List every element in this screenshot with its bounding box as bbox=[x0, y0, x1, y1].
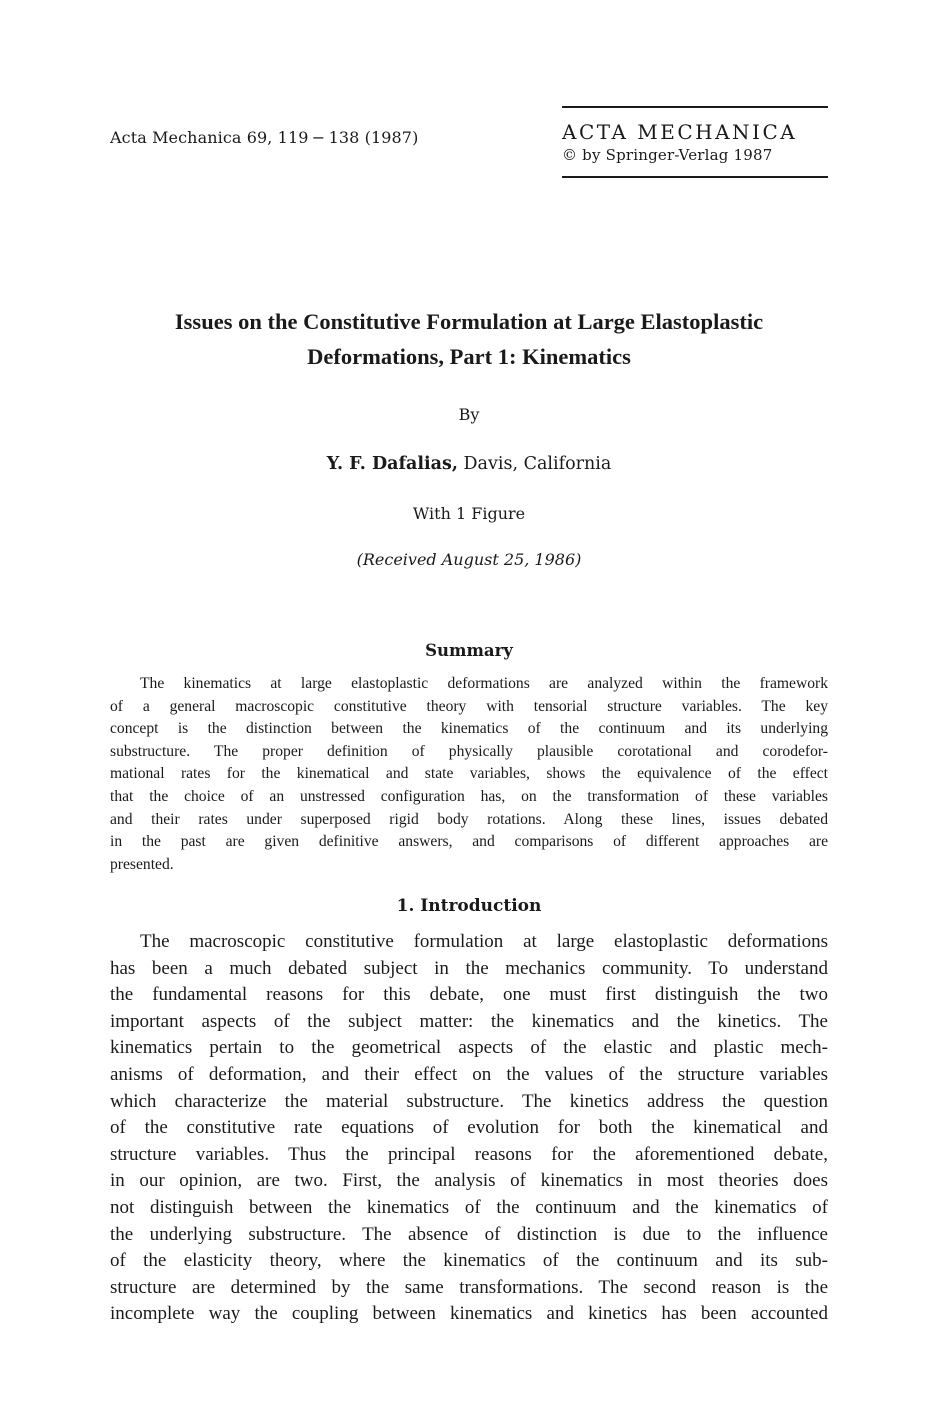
intro-line: the fundamental reasons for this debate, one must first distinguish the two bbox=[110, 984, 828, 1006]
introduction-text bbox=[110, 929, 828, 1328]
intro-line: of the constitutive rate equations of evolution for both the kinematical and bbox=[110, 1117, 828, 1139]
masthead-bottom-rule bbox=[562, 176, 828, 178]
journal-citation: Acta Mechanica 69, 119 − 138 (1987) bbox=[110, 128, 419, 147]
intro-line: the underlying substructure. The absence of distinction is due to the influence bbox=[110, 1223, 828, 1245]
article-title bbox=[110, 304, 828, 374]
summary-line: concept is the distinction between the kinematics of the continuum and its underlying bbox=[110, 720, 828, 738]
author-location: Davis, California bbox=[457, 454, 612, 474]
title-line: Issues on the Constitutive Formulation at Large Elastoplastic bbox=[174, 309, 764, 334]
summary-line: that the choice of an unstressed configuration has, on the transformation of these variables bbox=[110, 787, 828, 805]
intro-line: incomplete way the coupling between kinematics and kinetics has been accounted bbox=[110, 1303, 828, 1325]
intro-line: not distinguish between the kinematics of the continuum and the kinematics of bbox=[110, 1196, 828, 1218]
intro-line: which characterize the material substructure. The kinetics address the question bbox=[110, 1090, 828, 1112]
intro-line: in our opinion, are two. First, the analysis of kinematics in most theories does bbox=[110, 1170, 828, 1192]
received-date: (Received August 25, 1986) bbox=[356, 550, 582, 569]
journal-name: ACTA MECHANICA bbox=[562, 120, 798, 144]
intro-line: important aspects of the subject matter: the kinematics and the kinetics. The bbox=[110, 1010, 828, 1032]
summary-line: presented. bbox=[110, 855, 174, 873]
intro-line: of the elasticity theory, where the kinematics of the continuum and its sub- bbox=[110, 1250, 828, 1272]
summary-text bbox=[110, 673, 828, 876]
figure-count: With 1 Figure bbox=[412, 504, 526, 523]
intro-line: anisms of deformation, and their effect on the values of the structure variables bbox=[110, 1063, 828, 1085]
byline-by: By bbox=[458, 405, 480, 424]
title-line: Deformations, Part 1: Kinematics bbox=[307, 344, 631, 369]
summary-heading: Summary bbox=[425, 641, 513, 660]
intro-line: has been a much debated subject in the mechanics community. To understand bbox=[110, 957, 828, 979]
intro-line: structure are determined by the same transformations. The second reason is the bbox=[110, 1276, 828, 1298]
summary-line: in the past are given definitive answers, and comparisons of different approaches are bbox=[110, 833, 828, 851]
summary-line: mational rates for the kinematical and state variables, shows the equivalence of the effect bbox=[110, 765, 828, 783]
summary-line: of a general macroscopic constitutive theory with tensorial structure variables. The key bbox=[110, 697, 828, 715]
intro-line: structure variables. Thus the principal reasons for the aforementioned debate, bbox=[110, 1143, 828, 1165]
journal-masthead bbox=[562, 106, 828, 178]
introduction-heading: 1. Introduction bbox=[396, 896, 542, 916]
copyright-notice: © by Springer-Verlag 1987 bbox=[562, 146, 773, 164]
masthead-top-rule bbox=[562, 106, 828, 108]
summary-line: The kinematics at large elastoplastic deformations are analyzed within the framework bbox=[140, 675, 828, 692]
intro-line: The macroscopic constitutive formulation at large elastoplastic deformations bbox=[140, 931, 828, 952]
author-line bbox=[110, 454, 828, 474]
author-name: Y. F. Dafalias, bbox=[326, 454, 458, 474]
intro-line: kinematics pertain to the geometrical aspects of the elastic and plastic mech- bbox=[110, 1037, 828, 1059]
summary-line: substructure. The proper definition of physically plausible corotational and corodefor- bbox=[110, 742, 828, 760]
summary-line: and their rates under superposed rigid body rotations. Along these lines, issues debated bbox=[110, 810, 828, 828]
